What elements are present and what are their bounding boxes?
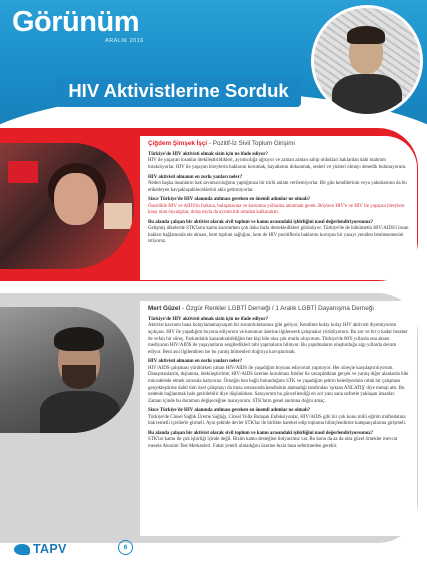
interview2-photo [0, 307, 134, 433]
interview1-q3: Sizce Türkiye'de HIV alanında atılması gereken en önemli adımlar ne olmalı? [148, 197, 311, 203]
interview1-photo [0, 143, 134, 269]
interview2-org: - Özgür Renkler LGBTİ Derneği / 1 Aralık LGBTİ Dayanışma Derneği [180, 305, 374, 312]
interview2-q2: HIV aktivisti olmanın en zorlu yanları neler? [148, 359, 243, 365]
interview2-q4: Bu alanda çalışan bir aktivist olarak sivil toplum ve kamu arasındaki işbirliğini nasıl değerlendiriyorsunuz? [148, 431, 374, 437]
interview1-heading [148, 140, 409, 147]
interview1-a2: Neden başka insanların hak savunuculuğunu yaptığınıza bir türlü anlam verilemiyorlar. Bir gün kendilerinin veya yakınlarının da bu etiketleyen kavşaklaşabileceklerini akla getirmiyorlar. [148, 180, 407, 193]
interview1-q2: HIV aktivisti olmanın en zorlu yanları neler? [148, 174, 243, 180]
sketch-body [332, 74, 402, 114]
magazine-brand: Görünüm [12, 6, 139, 38]
masthead [0, 0, 427, 128]
article-title: HIV Aktivistlerine Sorduk [68, 80, 289, 101]
interview2-name: Mert Güzel [148, 305, 181, 312]
interview2-a1: Aktivist kavramı bana kolaylamamaysaşım bir sorumlulukumuz gibi geliyor. Kendime kolay kolay HIV aktivisti diyemiyorum açıkçası. HIV ile yaşadığım boyunu ediyorum ve konunun üzerine ilgilenerek çalışmalar yürütüyorum. Bu zor ve bir o kadar beraber de vefalı bir süreç. Farkındalık kazandırabildiğim her kişi bile olsa çok mutlu oluyorum. Türkiye'de 80'li yıllarda ona aksen mediyanın HIV/AIDS ile yaşayanların sergiledikleri tabi yapmaların bilinyor. Bu yapılmaların oluşturduğu algı yıllarda devam ediyor. Beni asıl ilgilendiren ise bu yanlış bilinenleri doğruya kavuşturmak. [148, 323, 408, 355]
interview2-a2: HIV/AIDS çalışması yürütürken yaban HIV/AIDS ile yaşadığım boyunu ediyorum yapmıyor. Her süreçte karşılaştırılıyorum. Danışmanlarım, dışlanma, ötekileştirilme, HIV/AIDS üzerine kurulması fobiler ile savaşıldıktan gerçek ve yanlış diğer alanlarda bile mücadelede etmek zorunda kalıyoruz. Örneğin ben bağlı bulunduğum STK ve yaşadığım şehrin belediyesinin ortak bir çalışması gerçekleştirme dahil tüm özel çalışmayı da imza sonrasında kendisinin atamadığı tarafından 'ışıktan ANLATIŞ' diye mesajı attı. Bu nedenle bağlanmak hale getirilebilir diye düşünürken. Sanıyorum bu güncellendiği en zor yanı sana nefretle yaklaşan insanlar. Zaman içinde bu durumun değişeceğine inanıyorum. STK'ların genel anımına doğru amaç. [148, 365, 409, 404]
interview1-name: Çiğdem Şimşek İşçi [148, 140, 208, 147]
interview2-q3: Sizce Türkiye'de HIV alanında atılması gereken en önemli adımlar ne olmalı? [148, 408, 311, 414]
tapv-logo-text: TAPV [33, 542, 67, 556]
interview1-q4: Bu alanda çalışan bir aktivist olarak sivil toplum ve kamu arasındaki işbirliğini nasıl değerlendiriyorsunuz? [148, 219, 374, 225]
interview2-q1: Türkiye'de HIV aktivisti olmak sizin için ne ifade ediyor? [148, 317, 269, 322]
interview1-org: - Pozitif-İz Sivil Toplum Girişimi [207, 140, 295, 147]
interview1-a1: HIV ile yaşayan insanlar ötekileştirildikleri, ayrımcılığa uğruyor ve zaman zaman sahip oldukları haklardan dahi mahrum bırakılıyorlar. HIV ile yaşayan bireylerin haklarını korumak, hayatlarını dokunmak, sesleri ve yüzleri olmayı denedik bulunuyorum. [148, 158, 407, 170]
photo2-shirt [40, 391, 120, 433]
sketch-hair [347, 26, 385, 44]
photo1-face [54, 173, 98, 225]
portrait-illustration [314, 8, 420, 114]
issue-date: ARALIK 2016 [105, 38, 144, 44]
interview1-card [140, 136, 417, 280]
photo1-sign-2 [104, 203, 132, 229]
interview1-q1: Türkiye'de HIV aktivisti olmak sizin için ne ifade ediyor? [148, 152, 269, 157]
tapv-logo-icon [14, 544, 30, 555]
interview2-a3: Türkiye'de Cinsel Sağlık Üreme Sağlığı, Cinsel Yolla Bulaşan Enfeksiyonlar, HIV/AIDS gibi bir çok konu milli eğitim müfredatına bak temelli içerilerle girmeli. Aynı şekilde devlet STK'lar ile birlikte hareket edip topluma bilinçlendirme kampanyalarına girişmeli. [148, 414, 407, 427]
photo1-sign [8, 161, 38, 183]
tapv-logo [14, 542, 67, 556]
photo2-beard [62, 365, 96, 389]
interview1-a3: Öncelikle HIV ve AIDS'in farkına, bulaşmasına ve korunma yollarına anlatmak gerek. Böylece HIV'e ve HIV ile yaşayan bireylere karşı olan önyargılar, dolayısıyla da ayrımcılık ortadan kalkacaktır. [148, 203, 405, 216]
interview1-a4: Gelişmiş ülkelerde STK'ların kamu kurulurken çok daha fazla destekledikleri görünüyor. Türkiye'de de hükümetin HIV/AIDS'i insan hakları bağlamında ele alması, hem toplum sağlığını, hem de HIV pozitiflerin haklarını koruyan bir yasayı yeniden benimsemesini istiyoruz. [148, 226, 409, 245]
interview2-card [140, 301, 417, 536]
page-number: 6 [118, 540, 133, 555]
interview2-heading [148, 305, 409, 312]
photo2-hair [54, 327, 104, 351]
interview2-a4: STK'lar kamu ile çok işbirliği içinde değil. Bizim kamu desteğine ihtiyacımız var. Bu konu da az da olsa güzel örnekler mevcut mesela Anonim Test Merkezleri. Fakat yeterli olmadığını üzerine hızla basa seferimeden gerekir. [148, 437, 398, 450]
